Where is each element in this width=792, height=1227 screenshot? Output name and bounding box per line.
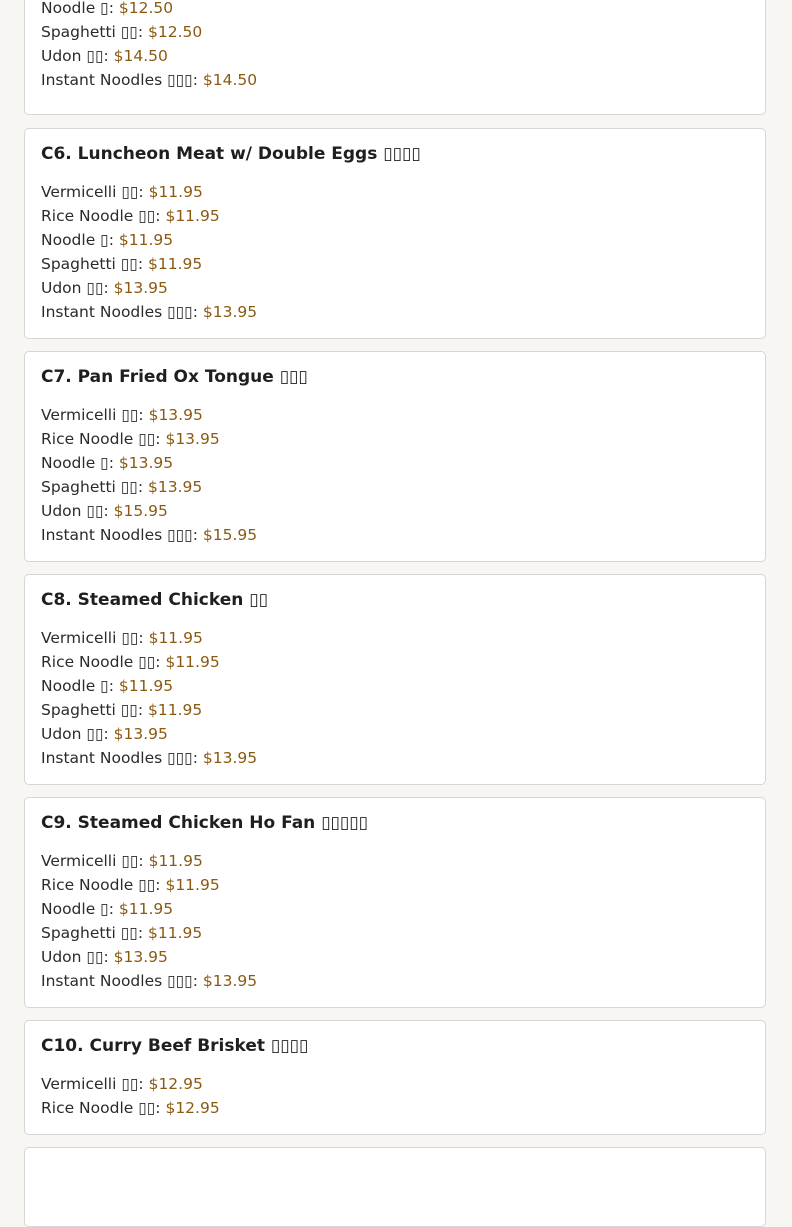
noodle-label: Rice Noodle ▯▯: — [41, 1099, 161, 1117]
noodle-label: Instant Noodles ▯▯▯: — [41, 526, 198, 544]
price-list — [41, 626, 257, 770]
price-value: $13.95 — [202, 972, 258, 990]
noodle-label: Udon ▯▯: — [41, 502, 109, 520]
price-value: $14.50 — [202, 71, 258, 89]
price-list — [41, 0, 257, 92]
price-line — [41, 698, 257, 722]
price-line — [41, 674, 257, 698]
price-value: $11.95 — [165, 876, 220, 894]
price-value: $11.95 — [147, 255, 203, 273]
price-value: $11.95 — [118, 231, 174, 249]
price-value: $13.95 — [113, 279, 168, 297]
noodle-label: Noodle ▯: — [41, 454, 114, 472]
price-line — [41, 228, 257, 252]
price-line — [41, 403, 257, 427]
noodle-label: Udon ▯▯: — [41, 47, 109, 65]
noodle-label: Udon ▯▯: — [41, 948, 109, 966]
noodle-label: Vermicelli ▯▯: — [41, 1075, 144, 1093]
price-line — [41, 252, 257, 276]
price-value: $13.95 — [113, 948, 168, 966]
price-line — [41, 451, 257, 475]
price-list — [41, 403, 257, 547]
noodle-label: Vermicelli ▯▯: — [41, 629, 144, 647]
price-value: $13.95 — [118, 454, 174, 472]
noodle-label: Noodle ▯: — [41, 900, 114, 918]
noodle-label: Rice Noodle ▯▯: — [41, 653, 161, 671]
noodle-label: Spaghetti ▯▯: — [41, 255, 144, 273]
price-list — [41, 1072, 220, 1120]
noodle-label: Rice Noodle ▯▯: — [41, 207, 161, 225]
price-value: $11.95 — [165, 653, 220, 671]
price-line — [41, 921, 257, 945]
price-value: $11.95 — [148, 629, 203, 647]
price-line — [41, 523, 257, 547]
price-line — [41, 204, 257, 228]
price-line — [41, 626, 257, 650]
price-line — [41, 68, 257, 92]
price-line — [41, 849, 257, 873]
price-line — [41, 1072, 220, 1096]
price-value: $13.95 — [148, 406, 203, 424]
menu-card-c9 — [24, 797, 766, 1008]
price-value: $13.95 — [202, 749, 258, 767]
price-value: $11.95 — [147, 924, 203, 942]
noodle-label: Spaghetti ▯▯: — [41, 924, 144, 942]
price-list — [41, 180, 257, 324]
price-line — [41, 969, 257, 993]
noodle-label: Instant Noodles ▯▯▯: — [41, 303, 198, 321]
noodle-label: Vermicelli ▯▯: — [41, 183, 144, 201]
price-value: $11.95 — [148, 183, 203, 201]
noodle-label: Rice Noodle ▯▯: — [41, 876, 161, 894]
price-value: $11.95 — [147, 701, 203, 719]
price-line — [41, 44, 257, 68]
price-line — [41, 300, 257, 324]
price-value: $12.95 — [165, 1099, 220, 1117]
dish-title: C9. Steamed Chicken Ho Fan ▯▯▯▯▯ — [41, 813, 368, 833]
price-value: $12.50 — [147, 23, 203, 41]
dish-title: C10. Curry Beef Brisket ▯▯▯▯ — [41, 1036, 309, 1056]
price-value: $11.95 — [118, 900, 174, 918]
dish-title: C8. Steamed Chicken ▯▯ — [41, 590, 268, 610]
noodle-label: Instant Noodles ▯▯▯: — [41, 749, 198, 767]
price-value: $11.95 — [165, 207, 220, 225]
price-line — [41, 1096, 220, 1120]
menu-card — [24, 0, 766, 115]
price-value: $13.95 — [113, 725, 168, 743]
price-line — [41, 722, 257, 746]
noodle-label: Noodle ▯: — [41, 231, 114, 249]
price-line — [41, 475, 257, 499]
price-line — [41, 180, 257, 204]
price-line — [41, 897, 257, 921]
price-line — [41, 0, 257, 20]
noodle-label: Instant Noodles ▯▯▯: — [41, 972, 198, 990]
price-line — [41, 276, 257, 300]
price-line — [41, 746, 257, 770]
menu-card-c6 — [24, 128, 766, 339]
price-value: $13.95 — [165, 430, 220, 448]
price-value: $13.95 — [147, 478, 203, 496]
noodle-label: Noodle ▯: — [41, 677, 114, 695]
price-value: $15.95 — [113, 502, 168, 520]
price-value: $11.95 — [148, 852, 203, 870]
price-value: $11.95 — [118, 677, 174, 695]
price-line — [41, 427, 257, 451]
price-value: $13.95 — [202, 303, 258, 321]
menu-card-next — [24, 1147, 766, 1227]
price-line — [41, 499, 257, 523]
menu-card-c7 — [24, 351, 766, 562]
price-list — [41, 849, 257, 993]
noodle-label: Rice Noodle ▯▯: — [41, 430, 161, 448]
dish-title: C6. Luncheon Meat w/ Double Eggs ▯▯▯▯ — [41, 144, 421, 164]
noodle-label: Udon ▯▯: — [41, 279, 109, 297]
menu-card-c10 — [24, 1020, 766, 1135]
price-value: $14.50 — [113, 47, 168, 65]
price-value: $12.95 — [148, 1075, 203, 1093]
menu-card-c8 — [24, 574, 766, 785]
dish-title: C7. Pan Fried Ox Tongue ▯▯▯ — [41, 367, 308, 387]
noodle-label: Vermicelli ▯▯: — [41, 406, 144, 424]
noodle-label: Spaghetti ▯▯: — [41, 23, 144, 41]
price-line — [41, 20, 257, 44]
price-value: $15.95 — [202, 526, 258, 544]
noodle-label: Spaghetti ▯▯: — [41, 701, 144, 719]
noodle-label: Instant Noodles ▯▯▯: — [41, 71, 198, 89]
noodle-label: Noodle ▯: — [41, 0, 114, 17]
price-line — [41, 873, 257, 897]
price-value: $12.50 — [118, 0, 174, 17]
price-line — [41, 945, 257, 969]
price-line — [41, 650, 257, 674]
noodle-label: Vermicelli ▯▯: — [41, 852, 144, 870]
noodle-label: Spaghetti ▯▯: — [41, 478, 144, 496]
noodle-label: Udon ▯▯: — [41, 725, 109, 743]
